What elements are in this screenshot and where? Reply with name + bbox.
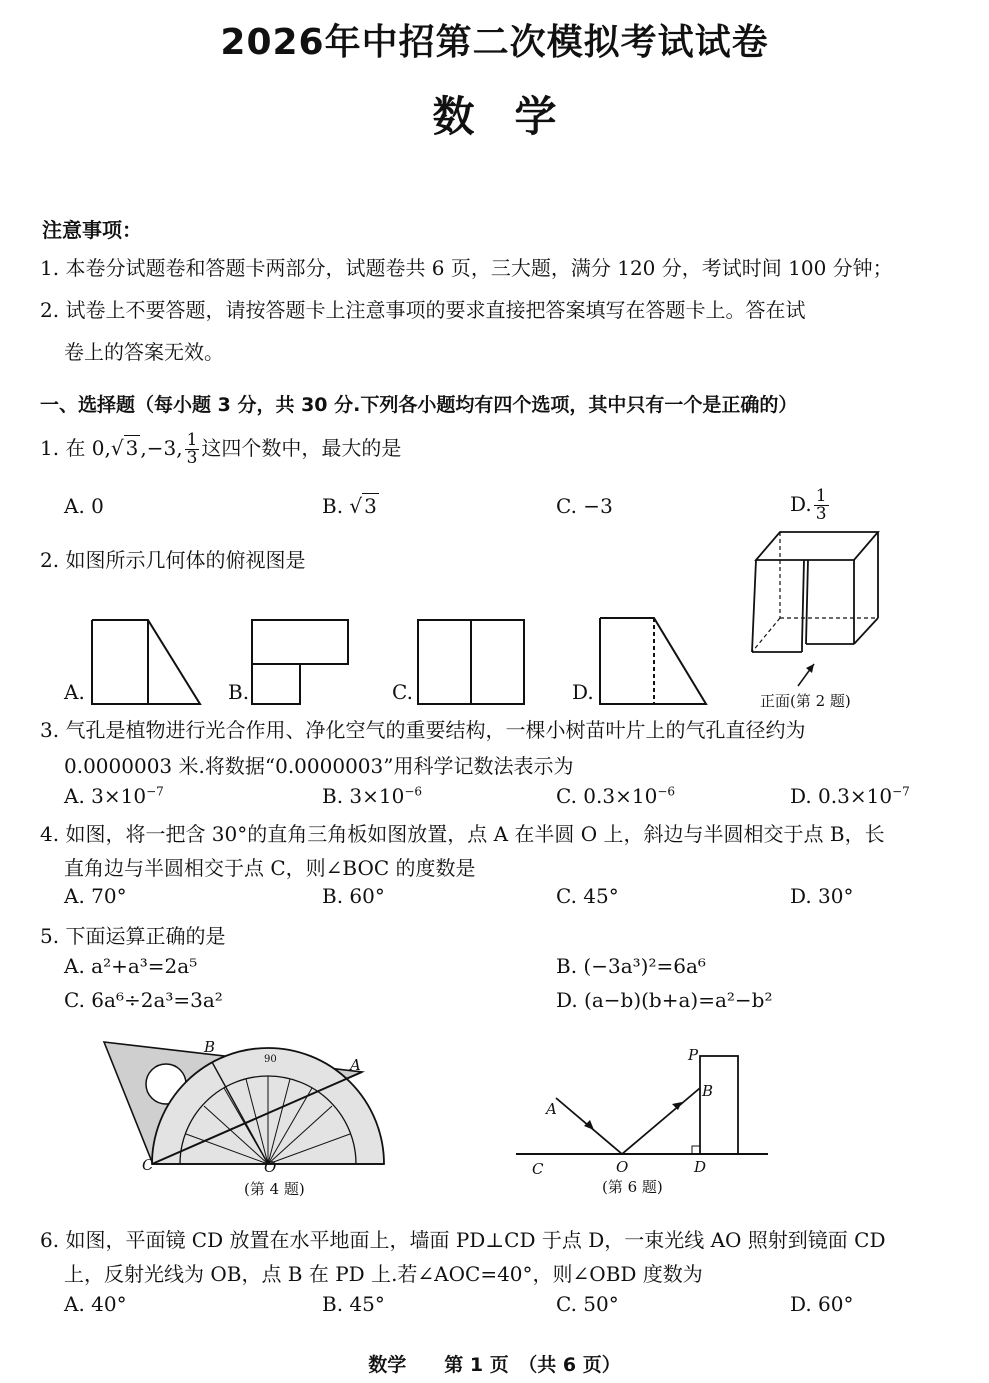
- q3-option-c[interactable]: [556, 784, 675, 808]
- question-3-line-2: 0.0000003 米.将数据“0.0000003”用科学记数法表示为: [64, 754, 574, 778]
- q4-figure-caption: (第 4 题): [244, 1180, 305, 1198]
- q6-label-d: D: [694, 1158, 707, 1176]
- q4-option-c[interactable]: C. 45°: [556, 884, 619, 908]
- q3-option-a-exp: −7: [146, 784, 164, 799]
- notice-item-2-line-1: 2. 试卷上不要答题，请按答题卡上注意事项的要求直接把答案填写在答题卡上。答在试: [40, 298, 806, 322]
- question-2-stem: 2. 如图所示几何体的俯视图是: [40, 548, 306, 572]
- question-6-line-2: 上，反射光线为 OB，点 B 在 PD 上.若∠AOC=40°，则∠OBD 度数为: [64, 1262, 703, 1286]
- q1-option-c[interactable]: C. −3: [556, 494, 613, 518]
- q3-option-a-base: A. 3×10: [64, 784, 147, 808]
- q1-sqrt-radicand: 3: [125, 436, 139, 460]
- protractor-mark: 90: [264, 1054, 277, 1065]
- q5-option-b[interactable]: B. (−3a³)²=6a⁶: [556, 954, 706, 978]
- q1-option-a[interactable]: A. 0: [64, 494, 104, 518]
- q6-option-c[interactable]: C. 50°: [556, 1292, 619, 1316]
- q1-fraction: [185, 432, 200, 467]
- q3-option-d-base: D. 0.3×10: [790, 784, 893, 808]
- notice-heading: 注意事项：: [42, 218, 142, 242]
- q2-option-c-figure: [416, 618, 528, 706]
- q4-option-d[interactable]: D. 30°: [790, 884, 854, 908]
- section-1-heading: 一、选择题（每小题 3 分，共 30 分.下列各小题均有四个选项，其中只有一个是正确的）: [40, 394, 798, 416]
- q1-suffix: 这四个数中，最大的是: [201, 436, 402, 460]
- question-4-line-2: 直角边与半圆相交于点 C，则∠BOC 的度数是: [64, 856, 476, 880]
- q1-frac-num: 1: [186, 430, 198, 450]
- question-5-stem: 5. 下面运算正确的是: [40, 924, 226, 948]
- q1-option-b-radicand: 3: [364, 494, 377, 518]
- question-1-stem: [40, 432, 401, 467]
- q2-option-a[interactable]: A.: [64, 680, 85, 704]
- q6-label-b: B: [702, 1082, 714, 1100]
- notice-item-1: 1. 本卷分试题卷和答题卡两部分，试题卷共 6 页，三大题，满分 120 分，考试时间 100 分钟；: [40, 256, 893, 280]
- q1-option-b[interactable]: [322, 494, 379, 518]
- q1-option-d-label: D.: [790, 492, 812, 516]
- q3-option-b-base: B. 3×10: [322, 784, 405, 808]
- q1-option-d-fraction: [814, 488, 829, 523]
- q4-label-b: B: [204, 1038, 216, 1056]
- q2-option-d-figure: [598, 616, 710, 706]
- q4-label-a: A: [350, 1056, 361, 1074]
- q3-option-a[interactable]: [64, 784, 164, 808]
- q4-figure: [100, 1036, 400, 1176]
- q1-option-d-num: 1: [815, 486, 827, 506]
- q1-frac-den: 3: [186, 448, 198, 468]
- exam-title: 2026年中招第二次模拟考试试卷: [220, 22, 769, 63]
- q5-option-a[interactable]: A. a²+a³=2a⁵: [64, 954, 198, 978]
- q3-option-d[interactable]: [790, 784, 910, 808]
- q6-label-a: A: [546, 1100, 557, 1118]
- q2-option-c[interactable]: C.: [392, 680, 413, 704]
- q6-figure: [512, 1044, 772, 1178]
- q6-option-d[interactable]: D. 60°: [790, 1292, 854, 1316]
- question-4-line-1: 4. 如图，将一把含 30°的直角三角板如图放置，点 A 在半圆 O 上，斜边与半圆相交于点 B，长: [40, 822, 885, 846]
- question-6-line-1: 6. 如图，平面镜 CD 放置在水平地面上，墙面 PD⊥CD 于点 D，一束光线 AO 照射到镜面 CD: [40, 1228, 886, 1252]
- wall: [700, 1056, 738, 1154]
- q6-figure-caption: (第 6 题): [602, 1178, 663, 1196]
- q2-option-a-figure: [88, 618, 203, 706]
- question-3-line-1: 3. 气孔是植物进行光合作用、净化空气的重要结构，一棵小树苗叶片上的气孔直径约为: [40, 718, 806, 742]
- q2-figure-caption: 正面(第 2 题): [760, 692, 851, 710]
- sqrt-symbol: √ 3: [110, 436, 139, 460]
- q1-option-d-den: 3: [815, 504, 827, 524]
- sqrt-symbol: √ 3: [349, 494, 377, 518]
- q2-option-b[interactable]: B.: [228, 680, 250, 704]
- q5-option-d[interactable]: D. (a−b)(b+a)=a²−b²: [556, 988, 773, 1012]
- q6-label-o: O: [616, 1158, 629, 1176]
- q3-option-c-exp: −6: [657, 784, 676, 799]
- q4-label-o: O: [264, 1158, 277, 1176]
- q4-option-a[interactable]: A. 70°: [64, 884, 127, 908]
- q1-prefix: 1. 在 0,: [40, 436, 111, 460]
- q3-option-d-exp: −7: [892, 784, 910, 799]
- q6-option-a[interactable]: A. 40°: [64, 1292, 127, 1316]
- notice-item-2-line-2: 卷上的答案无效。: [64, 340, 224, 364]
- q6-option-b[interactable]: B. 45°: [322, 1292, 385, 1316]
- q6-label-p: P: [688, 1046, 699, 1064]
- subject-title: 数学: [432, 92, 597, 141]
- q5-option-c[interactable]: C. 6a⁶÷2a³=3a²: [64, 988, 223, 1012]
- q1-option-d[interactable]: [790, 488, 831, 523]
- q1-middle: ,−3,: [140, 436, 183, 460]
- q3-option-c-base: C. 0.3×10: [556, 784, 658, 808]
- q2-option-b-figure: [250, 618, 350, 706]
- q4-option-b[interactable]: B. 60°: [322, 884, 385, 908]
- q4-label-c: C: [142, 1156, 154, 1174]
- q1-option-b-label: B.: [322, 494, 344, 518]
- q2-solid-figure: [742, 526, 892, 696]
- q3-option-b[interactable]: [322, 784, 422, 808]
- q3-option-b-exp: −6: [404, 784, 423, 799]
- q2-option-d[interactable]: D.: [572, 680, 594, 704]
- q6-label-c: C: [532, 1160, 544, 1178]
- page-footer: 数学 第 1 页 （共 6 页）: [368, 1354, 621, 1376]
